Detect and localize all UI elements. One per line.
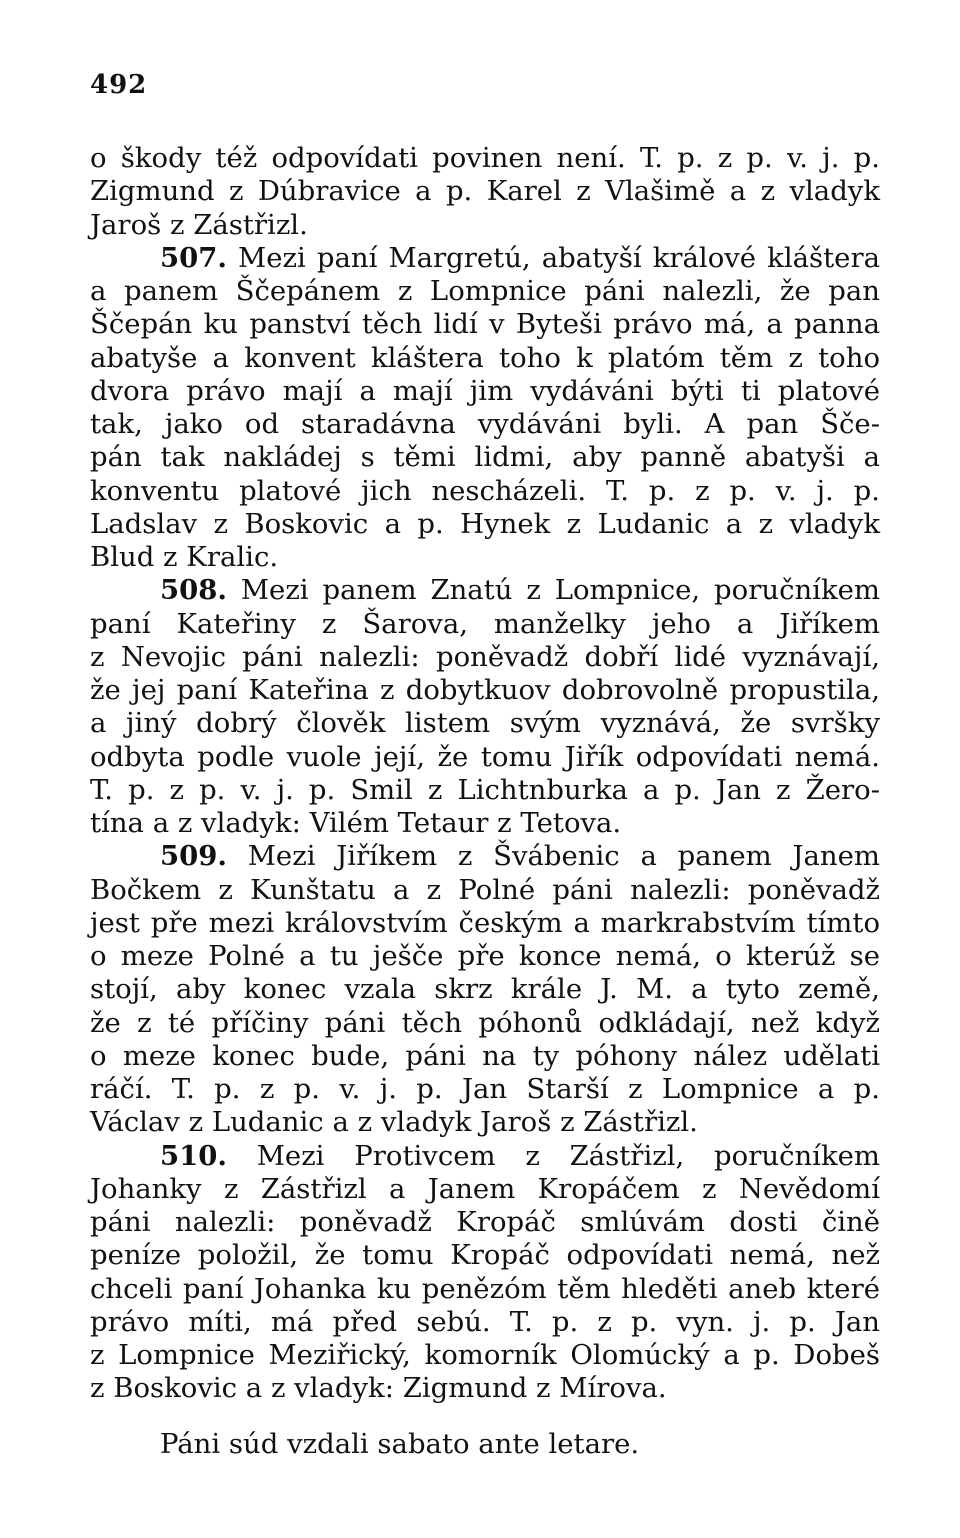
text-line: že jej paní Kateřina z dobytkuov dobrovolně propustila, [90, 674, 880, 706]
text-body [90, 142, 880, 1406]
text-line: z Nevojic páni nalezli: poněvadž dobří lidé vyznávají, [90, 640, 880, 673]
text-line: Václav z Ludanic a z vladyk Jaroš z Zástřizl. [90, 1106, 698, 1139]
text-line: tína a z vladyk: Vilém Tetaur z Tetova. [90, 807, 622, 839]
text-line: konventu platové jich nescházeli. T. p. z p. v. j. p. [90, 474, 880, 507]
text-line: ráčí. T. p. z p. v. j. p. Jan Starší z Lompnice a p. [90, 1073, 880, 1105]
text-line: a jiný dobrý člověk listem svým vyznává, že svršky [90, 707, 880, 740]
text-line: že z té příčiny páni těch póhonů odkládají, než když [90, 1006, 880, 1039]
text-line: a panem Ščepánem z Lompnice páni nalezli, že pan [90, 275, 880, 307]
page-number: 492 [90, 70, 148, 100]
paragraph-number: 508. [160, 574, 227, 607]
text-line: páni nalezli: poněvadž Kropáč smlúvám dosti čině [90, 1206, 880, 1238]
text-line [90, 574, 880, 607]
text-line: z Lompnice Meziřický, komorník Olomúcký a p. Dobeš [90, 1339, 880, 1371]
text-line: odbyta podle vuole její, že tomu Jiřík odpovídati nemá. [90, 740, 880, 773]
text-line [90, 840, 880, 873]
text-line: Ladslav z Boskovic a p. Hynek z Ludanic a z vladyk [90, 507, 880, 540]
line-text: Mezi paní Margretú, abatyší králové kláštera [226, 241, 880, 274]
text-line: jest pře mezi královstvím českým a markrabstvím tímto [90, 906, 880, 939]
text-line [90, 1140, 880, 1173]
text-line: chceli paní Johanka ku penězóm těm hleděti aneb které [90, 1272, 880, 1305]
text-line: právo míti, má před sebú. T. p. z p. vyn. j. p. Jan [90, 1305, 880, 1338]
text-line: Ščepán ku panství těch lidí v Byteši právo má, a panna [90, 308, 880, 341]
text-line: stojí, aby konec vzala skrz krále J. M. a tyto země, [90, 973, 880, 1006]
text-line: Bočkem z Kunštatu a z Polné páni nalezli: poněvadž [90, 873, 880, 906]
text-line [90, 242, 880, 275]
text-line: peníze položil, že tomu Kropáč odpovídati nemá, než [90, 1239, 880, 1272]
paragraph-number: 510. [160, 1139, 227, 1172]
text-line: paní Kateřiny z Šarova, manželky jeho a Jiříkem [90, 607, 880, 640]
text-line: Johanky z Zástřizl a Janem Kropáčem z Nevědomí [90, 1172, 880, 1205]
closing-line: Páni súd vzdali sabato ante letare. [160, 1427, 640, 1460]
text-line: abatyše a konvent kláštera toho k platóm těm z toho [90, 341, 880, 374]
text-line: z Boskovic a z vladyk: Zigmund z Mírova. [90, 1372, 667, 1405]
paragraph-number: 509. [160, 840, 227, 873]
text-line: o škody též odpovídati povinen není. T. p. z p. v. j. p. [90, 142, 880, 174]
text-line: pán tak nakládej s těmi lidmi, aby panně abatyši a [90, 441, 880, 474]
text-line: dvora právo mají a mají jim vydáváni býti ti platové [90, 374, 880, 407]
text-line: tak, jako od staradávna vydáváni byli. A pan Šče- [90, 408, 880, 440]
line-text: Mezi Jiříkem z Švábenic a panem Janem [226, 840, 880, 873]
text-line: o meze konec bude, páni na ty póhony nález udělati [90, 1039, 880, 1072]
line-text: Mezi Protivcem z Zástřizl, poručníkem [226, 1139, 880, 1172]
text-line: Blud z Kralic. [90, 541, 279, 573]
text-line: o meze Polné a tu ješče pře konce nemá, o kterúž se [90, 940, 880, 972]
document-page [90, 70, 880, 1461]
text-line: Jaroš z Zástřizl. [90, 208, 308, 241]
paragraph-number: 507. [160, 241, 227, 274]
text-line: T. p. z p. v. j. p. Smil z Lichtnburka a p. Jan z Žero- [90, 773, 880, 806]
line-text: Mezi panem Znatú z Lompnice, poručníkem [226, 574, 880, 607]
text-line: Zigmund z Dúbravice a p. Karel z Vlašimě a z vladyk [90, 175, 880, 208]
